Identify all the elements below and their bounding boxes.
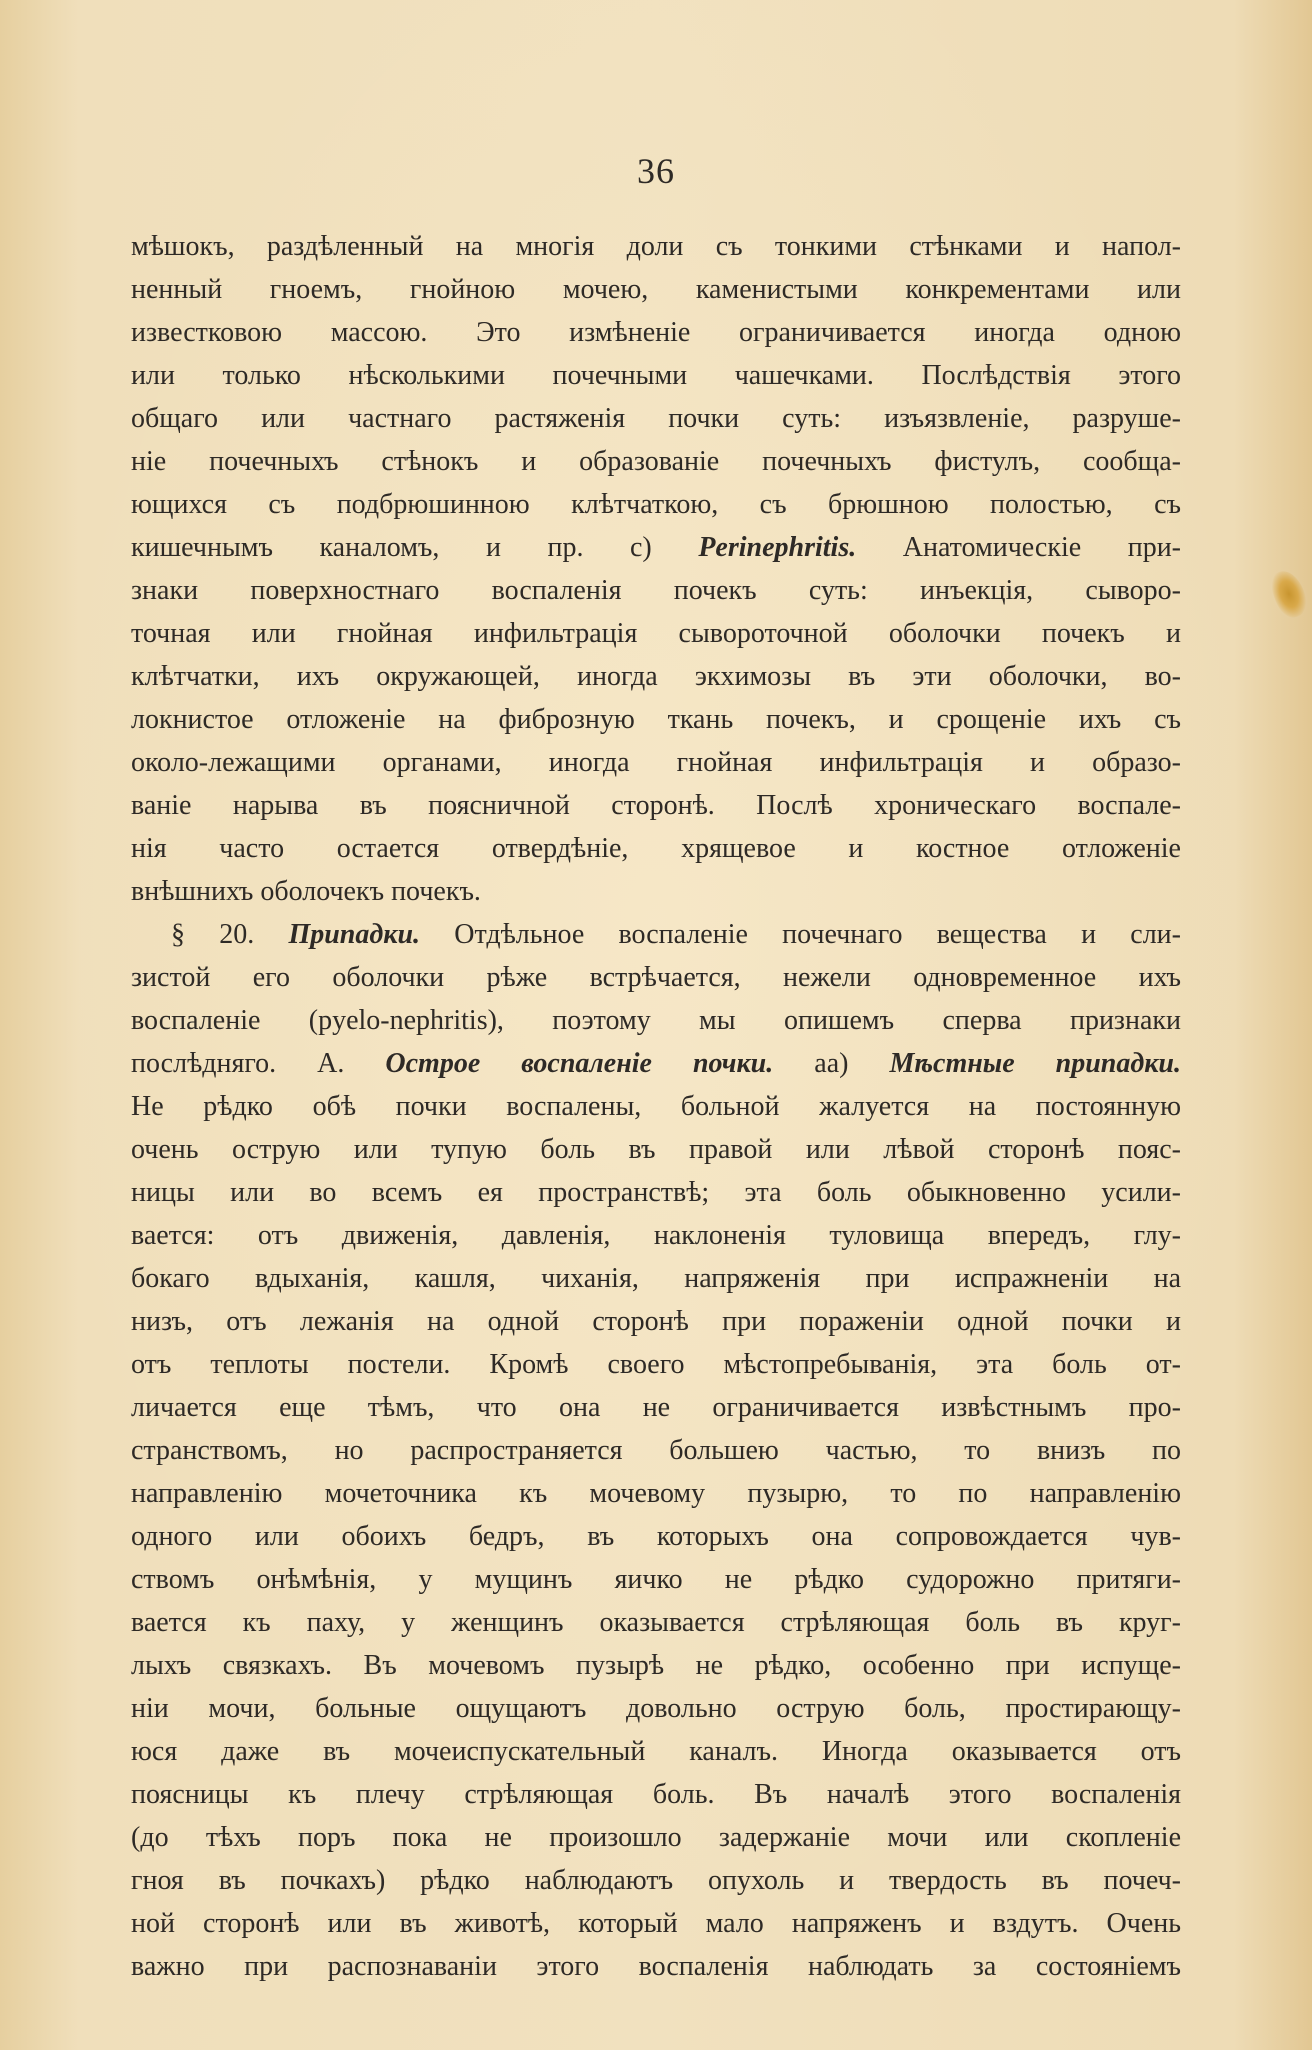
text-line: или только нѣсколькими почечными чашечками. Послѣдствія этого — [131, 360, 1181, 391]
text-line: бокаго вдыханія, кашля, чиханія, напряженія при испражненіи на — [131, 1263, 1181, 1294]
text-line: ніе почечныхъ стѣнокъ и образованіе почечныхъ фистулъ, сообща- — [131, 446, 1181, 477]
text-line: юся даже въ мочеиспускательный каналъ. Иногда оказывается отъ — [131, 1736, 1181, 1767]
text-line: (до тѣхъ поръ пока не произошло задержаніе мочи или скопленіе — [131, 1822, 1181, 1853]
text-line: знаки поверхностнаго воспаленія почекъ суть: инъекція, сыворо- — [131, 575, 1181, 606]
text-line: ніи мочи, больные ощущаютъ довольно острую боль, простирающу- — [131, 1693, 1181, 1724]
text-line: нія часто остается отвердѣніе, хрящевое и костное отложеніе — [131, 833, 1181, 864]
text-line: около-лежащими органами, иногда гнойная инфильтрація и образо- — [131, 747, 1181, 778]
text-line: одного или обоихъ бедръ, въ которыхъ она сопровождается чув- — [131, 1521, 1181, 1552]
text-line: ваніе нарыва въ поясничной сторонѣ. Послѣ хроническаго воспале- — [131, 790, 1181, 821]
text-line: зистой его оболочки рѣже встрѣчается, нежели одновременное ихъ — [131, 962, 1181, 993]
subheading-local-symptoms: Мѣстные припадки. — [889, 1048, 1182, 1079]
text-line: вается: отъ движенія, давленія, наклоненія туловища впередъ, глу- — [131, 1220, 1181, 1251]
section-20-start: § 20. Припадки. Отдѣльное воспаленіе почечнаго вещества и сли- — [171, 919, 1181, 950]
text-line: кишечнымъ каналомъ, и пр. с) Perinephritis. Анатомическіе при- — [131, 532, 1182, 563]
body-text — [131, 225, 1181, 1988]
text-line: очень острую или тупую боль въ правой или лѣвой сторонѣ пояс- — [131, 1134, 1181, 1165]
page-number: 36 — [637, 151, 675, 191]
text-line: мѣшокъ, раздѣленный на многія доли съ тонкими стѣнками и напол- — [131, 231, 1181, 262]
heading-pripadki: Припадки. — [288, 919, 421, 950]
text-line: ющихся съ подбрюшинною клѣтчаткою, съ брюшною полостью, съ — [131, 489, 1181, 520]
latin-term-perinephritis: Perinephritis. — [698, 532, 857, 563]
text-line: гноя въ почкахъ) рѣдко наблюдаютъ опухоль и твердость въ почеч- — [131, 1865, 1181, 1896]
text-line: ницы или во всемъ ея пространствѣ; эта боль обыкновенно усили- — [131, 1177, 1181, 1208]
text-line: воспаленіе (pyelo-nephritis), поэтому мы опишемъ сперва признаки — [131, 1005, 1181, 1036]
text-line: послѣдняго. А. Острое воспаленіе почки. аа) Мѣстные припадки. — [131, 1048, 1182, 1079]
subheading-acute-inflammation: Острое воспаленіе почки. — [385, 1048, 774, 1079]
text-line: точная или гнойная инфильтрація сывороточной оболочки почекъ и — [131, 618, 1181, 649]
text-line: важно при распознаваніи этого воспаленія наблюдать за состояніемъ — [131, 1951, 1181, 1982]
paper-stain — [1267, 566, 1312, 621]
text-line: клѣтчатки, ихъ окружающей, иногда экхимозы въ эти оболочки, во- — [131, 661, 1181, 692]
text-line: личается еще тѣмъ, что она не ограничивается извѣстнымъ про- — [131, 1392, 1181, 1423]
text-line: ной сторонѣ или въ животѣ, который мало напряженъ и вздутъ. Очень — [131, 1908, 1181, 1939]
text-line: локнистое отложеніе на фиброзную ткань почекъ, и срощеніе ихъ съ — [131, 704, 1181, 735]
text-line: направленію мочеточника къ мочевому пузырю, то по направленію — [131, 1478, 1181, 1509]
text-line: внѣшнихъ оболочекъ почекъ. — [131, 876, 481, 907]
text-line: вается къ паху, у женщинъ оказывается стрѣляющая боль въ круг- — [131, 1607, 1181, 1638]
text-line: Не рѣдко обѣ почки воспалены, больной жалуется на постоянную — [131, 1091, 1181, 1122]
text-line: поясницы къ плечу стрѣляющая боль. Въ началѣ этого воспаленія — [131, 1779, 1181, 1810]
text-line: лыхъ связкахъ. Въ мочевомъ пузырѣ не рѣдко, особенно при испуще- — [131, 1650, 1181, 1681]
text-line: ствомъ онѣмѣнія, у мущинъ яичко не рѣдко судорожно притяги- — [131, 1564, 1181, 1595]
text-line: известковою массою. Это измѣненіе ограничивается иногда одною — [131, 317, 1181, 348]
text-line: ненный гноемъ, гнойною мочею, каменистыми конкрементами или — [131, 274, 1181, 305]
text-line: общаго или частнаго растяженія почки суть: изъязвленіе, разруше- — [131, 403, 1181, 434]
text-line: странствомъ, но распространяется большею частью, то внизъ по — [131, 1435, 1181, 1466]
text-line: отъ теплоты постели. Кромѣ своего мѣстопребыванія, эта боль от- — [131, 1349, 1181, 1380]
text-line: низъ, отъ лежанія на одной сторонѣ при пораженіи одной почки и — [131, 1306, 1181, 1337]
